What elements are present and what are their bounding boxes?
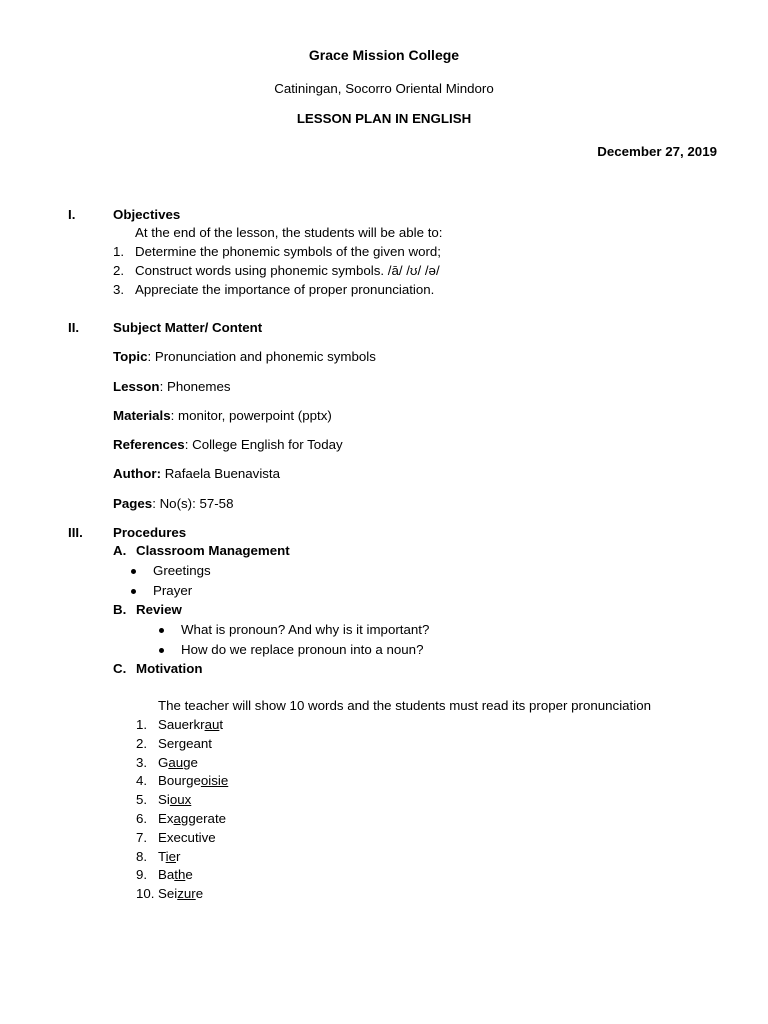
field-value: monitor, powerpoint (pptx) — [178, 408, 332, 423]
field-label: Topic — [113, 349, 148, 364]
word-num: 6. — [136, 811, 148, 826]
word-num: 4. — [136, 773, 148, 788]
word-num: 7. — [136, 830, 148, 845]
word-item: Sioux — [158, 792, 192, 807]
subject-field-pages — [113, 496, 233, 511]
subject-field-materials — [113, 408, 332, 423]
word-item: Bourgeoisie — [158, 773, 229, 788]
word-num: 3. — [136, 755, 148, 770]
field-value: College English for Today — [192, 437, 343, 452]
objective-text: Construct words using phonemic symbols. /ā/ /ʊ/ /ə/ — [135, 263, 440, 278]
list-item: Prayer — [153, 583, 193, 598]
bullet-icon — [159, 628, 164, 633]
word-item: Exaggerate — [158, 811, 227, 826]
field-sep: : — [184, 437, 193, 452]
subject-field-lesson — [113, 379, 231, 394]
word-item: Tier — [158, 849, 181, 864]
word-num: 1. — [136, 717, 148, 732]
subject-heading: Subject Matter/ Content — [113, 320, 263, 335]
word-item: Executive — [158, 830, 216, 845]
subsection-letter-a: A. — [113, 543, 127, 558]
subsection-letter-c: C. — [113, 661, 127, 676]
objectives-intro: At the end of the lesson, the students will be able to: — [135, 225, 443, 240]
bullet-icon — [159, 648, 164, 653]
review-heading: Review — [136, 602, 182, 617]
subject-field-topic — [113, 349, 376, 364]
word-item: Bathe — [158, 867, 193, 882]
word-item: Sauerkraut — [158, 717, 224, 732]
word-item: Sergeant — [158, 736, 212, 751]
list-item: What is pronoun? And why is it important? — [181, 622, 430, 637]
subsection-letter-b: B. — [113, 602, 127, 617]
subject-field-author — [113, 466, 280, 481]
section-numeral-3: III. — [68, 525, 83, 540]
field-label: Lesson — [113, 379, 160, 394]
word-item: Gauge — [158, 755, 198, 770]
bullet-icon — [131, 569, 136, 574]
objectives-heading: Objectives — [113, 207, 181, 222]
word-item: Seizure — [158, 886, 204, 901]
plan-title: LESSON PLAN IN ENGLISH — [296, 111, 472, 126]
field-sep: : — [147, 349, 155, 364]
word-num: 5. — [136, 792, 148, 807]
objective-text: Determine the phonemic symbols of the given word; — [135, 244, 441, 259]
procedures-heading: Procedures — [113, 525, 187, 540]
field-sep: : — [170, 408, 179, 423]
list-item: How do we replace pronoun into a noun? — [181, 642, 424, 657]
field-value: Phonemes — [166, 379, 231, 394]
motivation-heading: Motivation — [136, 661, 203, 676]
section-numeral-1: I. — [68, 207, 76, 222]
field-sep: : — [159, 379, 167, 394]
field-value: Rafaela Buenavista — [164, 466, 281, 481]
section-numeral-2: II. — [68, 320, 80, 335]
field-value: Pronunciation and phonemic symbols — [154, 349, 376, 364]
field-label: Author: — [113, 466, 161, 481]
field-sep: : — [152, 496, 160, 511]
plan-date: December 27, 2019 — [597, 144, 717, 159]
field-label: Materials — [113, 408, 171, 423]
school-address: Catiningan, Socorro Oriental Mindoro — [274, 81, 494, 96]
motivation-intro: The teacher will show 10 words and the students must read its proper pronunciation — [158, 698, 651, 713]
list-item: Greetings — [153, 563, 211, 578]
classroom-management-heading: Classroom Management — [136, 543, 290, 558]
word-num: 9. — [136, 867, 148, 882]
objective-num: 3. — [113, 282, 125, 297]
field-value: No(s): 57-58 — [159, 496, 234, 511]
word-num: 8. — [136, 849, 148, 864]
school-name: Grace Mission College — [308, 47, 460, 63]
field-label: Pages — [113, 496, 153, 511]
objective-text: Appreciate the importance of proper pronunciation. — [135, 282, 435, 297]
word-num: 10. — [136, 886, 155, 901]
word-num: 2. — [136, 736, 148, 751]
subject-field-references — [113, 437, 343, 452]
objective-num: 2. — [113, 263, 125, 278]
bullet-icon — [131, 589, 136, 594]
objective-num: 1. — [113, 244, 125, 259]
field-label: References — [113, 437, 185, 452]
